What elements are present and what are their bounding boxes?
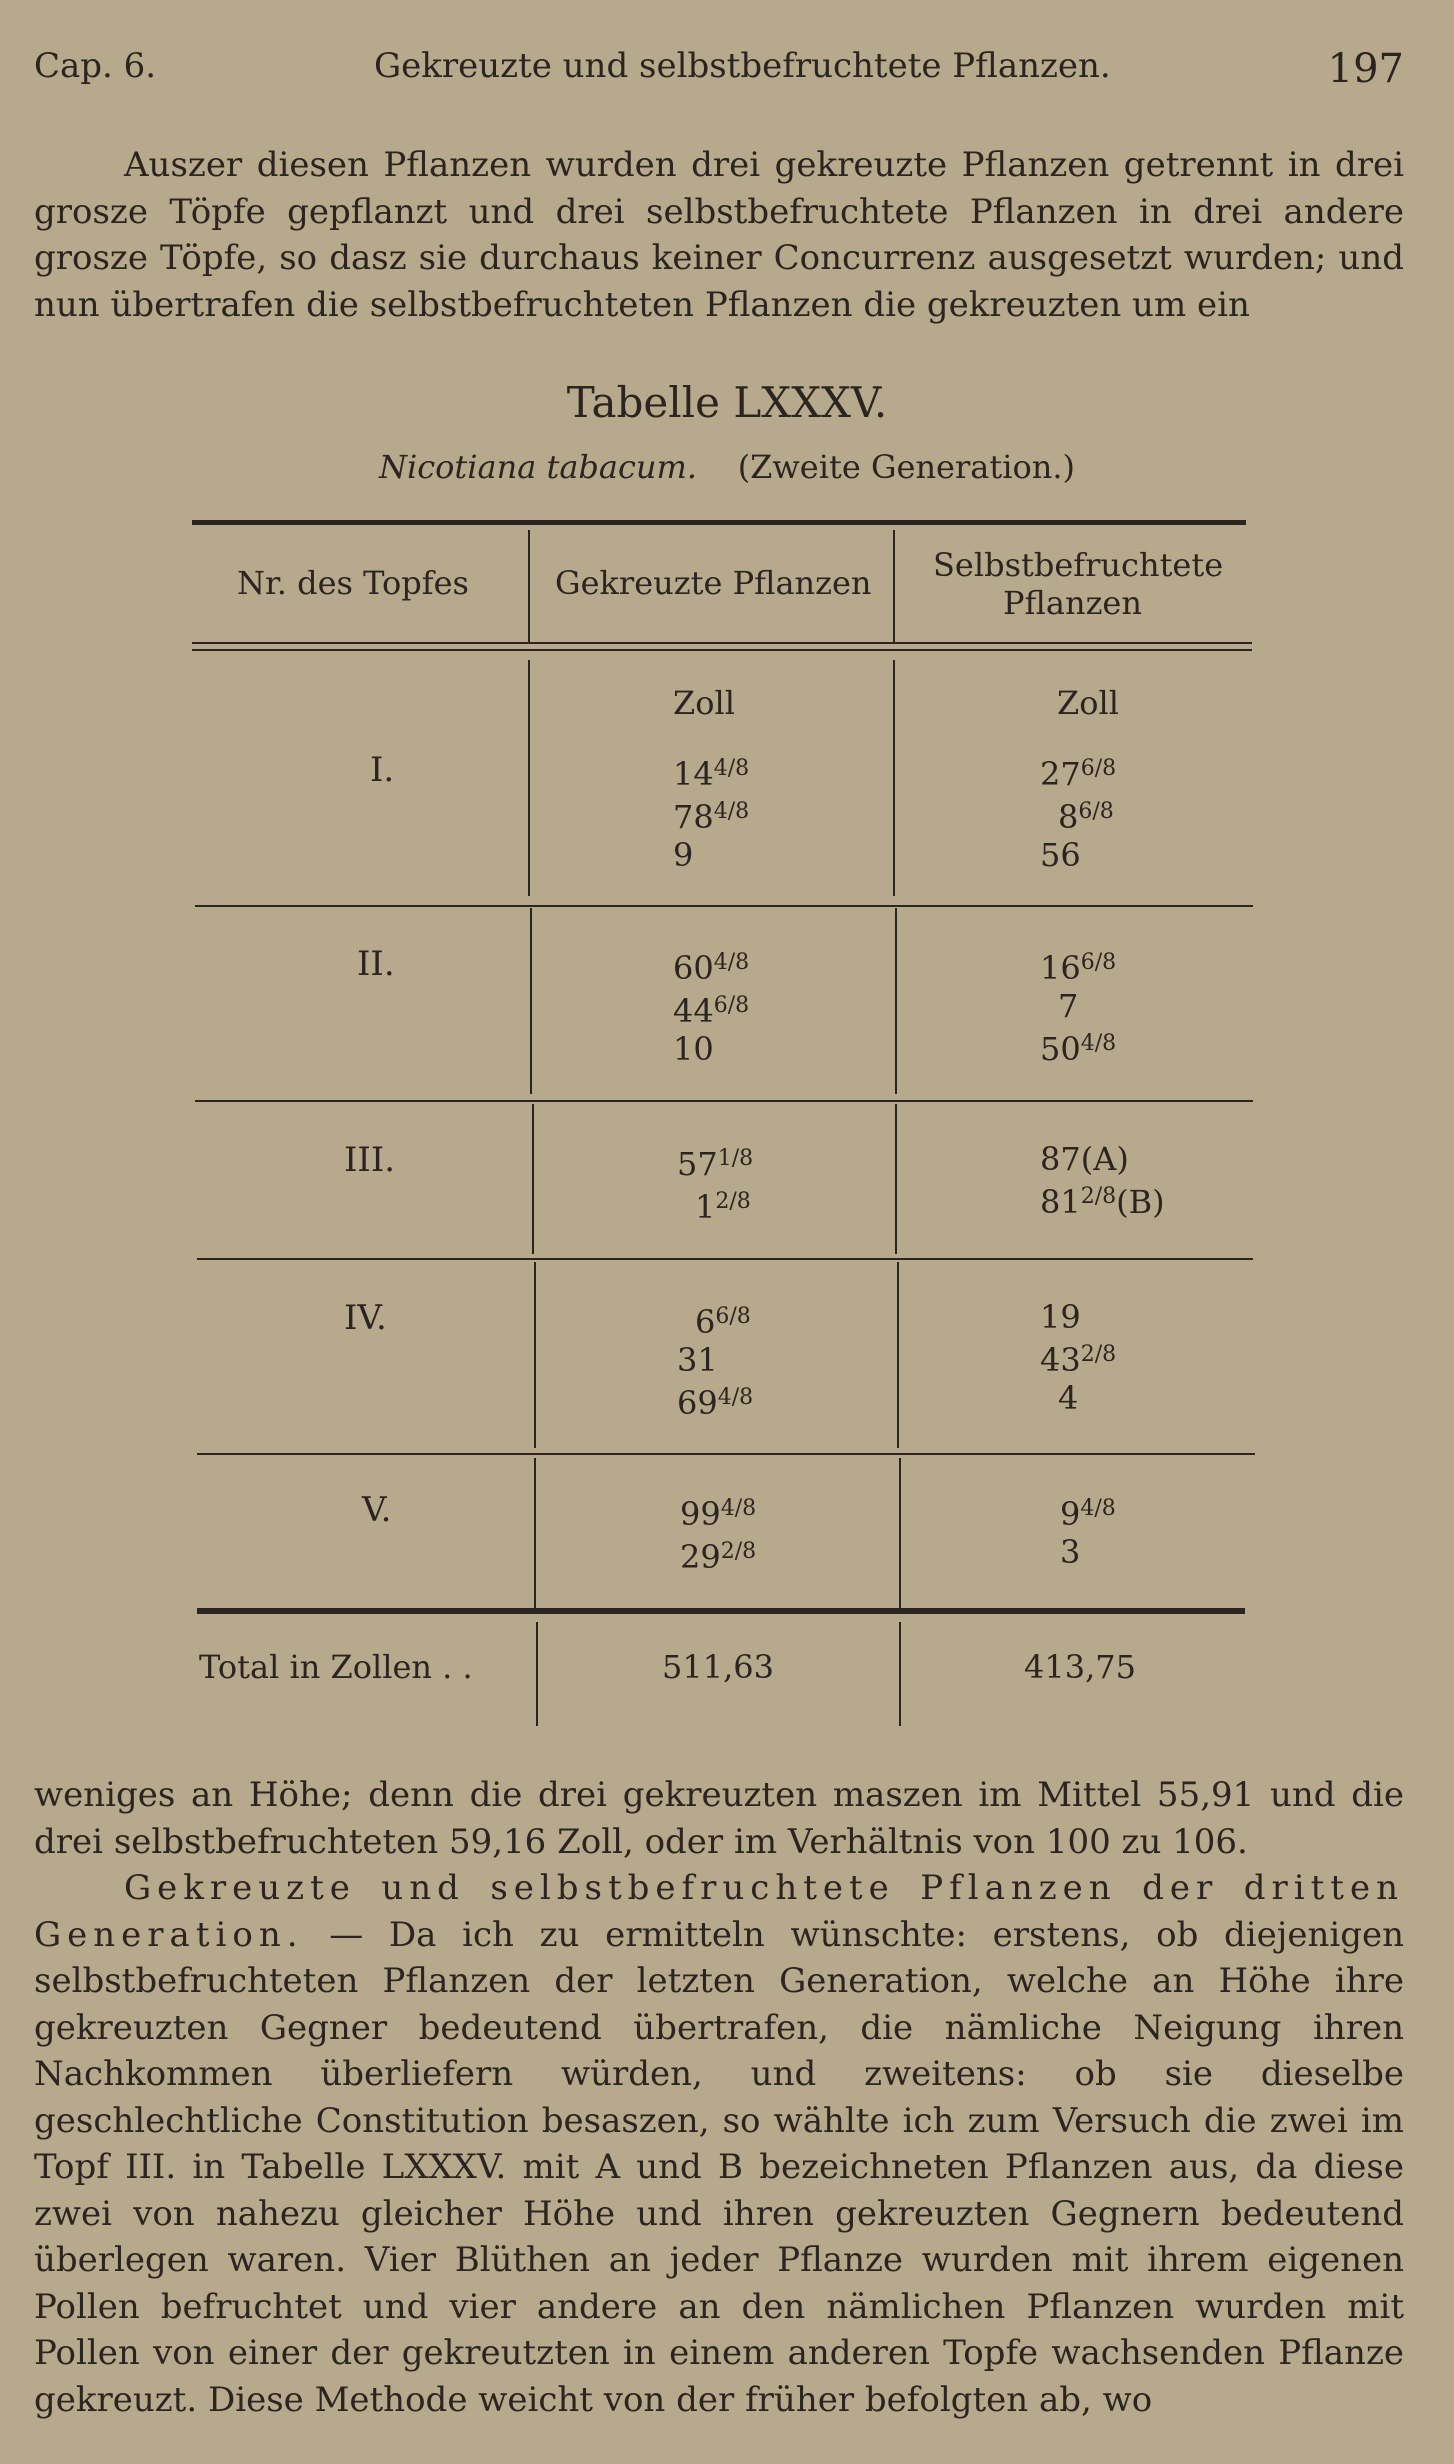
running-title: Gekreuzte und selbstbefruchtete Pflanzen. [374, 46, 1111, 86]
crossed-values [673, 944, 749, 1068]
table-value: $29^{2/8}$ [680, 1538, 757, 1576]
row-separator-4 [197, 1453, 1255, 1455]
table-value: $1^{2/8}$ [695, 1188, 751, 1226]
table-value: $81^{2/8}(B)$ [1040, 1183, 1165, 1221]
table-value: $57^{1/8}$ [677, 1145, 754, 1183]
table-value: 10 [673, 1030, 714, 1068]
table-value: $50^{4/8}$ [1040, 1030, 1117, 1068]
self-values [1040, 1140, 1165, 1221]
total-crossed: 511,63 [662, 1648, 774, 1686]
pot-label: I. [370, 750, 395, 790]
table-value: $27^{6/8}$ [1040, 755, 1117, 793]
total-self: 413,75 [1024, 1648, 1136, 1686]
table-value: 4 [1058, 1379, 1079, 1417]
header-self-line2: Pflanzen [1003, 584, 1142, 622]
body-paragraph-2: Gekreuzte und selbstbefruchtete Pflanzen der dritten Generation. — Da ich zu ermitteln wünschte: erstens, ob diejenigen selbstbefruchteten Pflanzen der letzten Generation, welche an Höhe ihre gekreuzten Gegner bedeutend übertrafen, die nämliche Neigung ihren Nachkommen überliefern würden, und zweitens: ob sie dieselbe geschlechtliche Constitution besaszen, so wählte ich zum Versuch die zwei im Topf III. in Tabelle LXXXV. mit A und B bezeichneten Pflanzen aus, da diese zwei von nahezu gleicher Höhe und ihren gekreuzten Gegnern bedeutend überlegen waren. Vier Blüthen an jeder Pflanze wurden mit ihrem eigenen Pollen befruchtet und vier andere an den nämlichen Pflanzen wurden mit Pollen von einer der gekreutzten in einem anderen Topfe wachsenden Pflanze gekreuzt. Diese Methode weicht von der früher befolgten ab, wo [34, 1868, 1404, 2420]
header-pot: Nr. des Topfes [237, 564, 469, 602]
unit-self: Zoll [1057, 684, 1119, 722]
table-value: $69^{4/8}$ [677, 1384, 754, 1422]
pot-label: II. [357, 944, 395, 984]
unit-crossed: Zoll [673, 684, 735, 722]
table-value: $78^{4/8}$ [673, 798, 750, 836]
body-divider-2c [895, 1104, 897, 1254]
table-species: Nicotiana tabacum. [379, 448, 697, 486]
body-divider-1b [530, 908, 532, 1094]
table-value: $60^{4/8}$ [673, 949, 750, 987]
row-separator-2 [195, 1100, 1253, 1102]
intro-paragraph: Auszer diesen Pflanzen wurden drei gekreuzte Pflanzen getrennt in drei grosze Töpfe gepflanzt und drei selbstbefruchtete Pflanzen in drei andere grosze Töpfe, so dasz sie durchaus keiner Concurrenz ausgesetzt wurden; und nun übertrafen die selbstbefruchteten Pflanzen die gekreuzten um ein [34, 145, 1404, 325]
header-divider-1 [528, 530, 530, 642]
self-values [1040, 944, 1116, 1068]
body-divider-2d [897, 1262, 899, 1448]
pot-label: III. [344, 1140, 396, 1180]
page-number: 197 [1327, 46, 1404, 92]
table-value: 56 [1040, 836, 1081, 874]
pot-label: IV. [344, 1298, 387, 1338]
table-value: $43^{2/8}$ [1040, 1341, 1117, 1379]
table-value: 19 [1040, 1298, 1081, 1336]
body-paragraph-1: weniges an Höhe; denn die drei gekreuzten maszen im Mittel 55,91 und die drei selbstbefruchteten 59,16 Zoll, oder im Verhältnis von 100 zu 106. [34, 1775, 1404, 1862]
table-value: 87(A) [1040, 1140, 1129, 1178]
crossed-values [680, 1490, 756, 1576]
body-divider-1c [532, 1104, 534, 1254]
total-label: Total in Zollen . . [199, 1648, 473, 1686]
header-double-rule-b [192, 649, 1252, 651]
body-divider-2a [893, 660, 895, 896]
table-value: $9^{4/8}$ [1060, 1495, 1116, 1533]
table-generation: (Zweite Generation.) [737, 448, 1075, 486]
body-divider-2b [895, 908, 897, 1094]
table-subtitle [0, 448, 1454, 486]
header-crossed: Gekreuzte Pflanzen [555, 564, 872, 602]
crossed-values [673, 750, 749, 874]
header-double-rule-a [192, 642, 1252, 644]
self-values [1060, 1490, 1116, 1571]
table-value: $16^{6/8}$ [1040, 949, 1117, 987]
table-value: 7 [1058, 987, 1079, 1025]
table-value: $14^{4/8}$ [673, 755, 750, 793]
body-divider-2e [899, 1458, 901, 1608]
header-self-line1: Selbstbefruchtete [933, 546, 1224, 584]
total-divider-2 [899, 1622, 901, 1726]
body-divider-1d [534, 1262, 536, 1448]
table-value: 9 [673, 836, 694, 874]
table-title: Tabelle LXXXV. [566, 378, 888, 427]
body-divider-1a [528, 660, 530, 896]
self-values [1040, 750, 1116, 874]
table-value: 31 [677, 1341, 718, 1379]
table-top-rule [192, 520, 1246, 525]
table-value: $8^{6/8}$ [1058, 798, 1114, 836]
crossed-values [677, 1298, 753, 1422]
table-bottom-rule [197, 1608, 1245, 1614]
header-divider-2 [893, 530, 895, 642]
self-values [1040, 1298, 1116, 1417]
crossed-values [677, 1140, 753, 1226]
table-value: $6^{6/8}$ [695, 1303, 751, 1341]
running-header [34, 46, 1404, 96]
table-value: $44^{6/8}$ [673, 992, 750, 1030]
table-value: $99^{4/8}$ [680, 1495, 757, 1533]
table-value: 3 [1060, 1533, 1081, 1571]
chapter-label: Cap. 6. [34, 46, 157, 86]
body-divider-1e [534, 1458, 536, 1608]
row-separator-3 [197, 1258, 1253, 1260]
total-divider-1 [536, 1622, 538, 1726]
row-separator-1 [195, 905, 1253, 907]
pot-label: V. [362, 1490, 392, 1530]
section-heading: Gekreuzte und selbstbefruchtete Pflanzen der dritten Generation. [34, 1868, 1404, 1955]
